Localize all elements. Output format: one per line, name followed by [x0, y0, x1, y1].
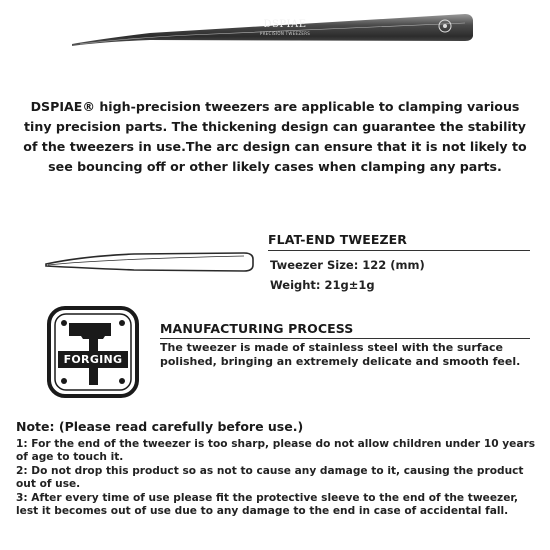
note-item: 1: For the end of the tweezer is too sharp, please do not allow children under 10 years of age to touch it.: [16, 438, 536, 463]
manufacturing-description: The tweezer is made of stainless steel with the surface polished, bringing an extremely delicate and smooth feel.: [160, 341, 521, 368]
tweezer-product-image: [70, 8, 480, 52]
notes-list: [16, 438, 536, 519]
flat-end-title: FLAT-END TWEEZER: [268, 232, 408, 247]
flat-end-divider: [268, 250, 530, 251]
flat-end-tweezer-outline-icon: [44, 250, 256, 274]
forging-badge-label: FORGING: [63, 353, 123, 366]
flat-end-size: Tweezer Size: 122 (mm): [270, 258, 425, 272]
intro-paragraph: DSPIAE® high-precision tweezers are applicable to clamping various tiny precision parts. The thickening design can guarantee the stability of the tweezers in use.The arc design can ensure that it is not likely to see bouncing off or other likely cases when clamping any parts.: [23, 99, 527, 174]
note-item: 2: Do not drop this product so as not to cause any damage to it, causing the product out of use.: [16, 465, 524, 490]
manufacturing-divider: [160, 338, 530, 339]
hero-brand-subtext: PRECISION TWEEZERS: [259, 31, 311, 36]
note-title: Note: (Please read carefully before use.): [16, 419, 304, 434]
hero-brand-text: DSPIAE: [263, 19, 307, 30]
note-item: 3: After every time of use please fit the protective sleeve to the end of the tweezer, lest it becomes out of use due to any damage to the end in case of accidental fall.: [16, 492, 519, 517]
flat-end-weight: Weight: 21g±1g: [270, 278, 375, 292]
manufacturing-title: MANUFACTURING PROCESS: [160, 321, 354, 336]
